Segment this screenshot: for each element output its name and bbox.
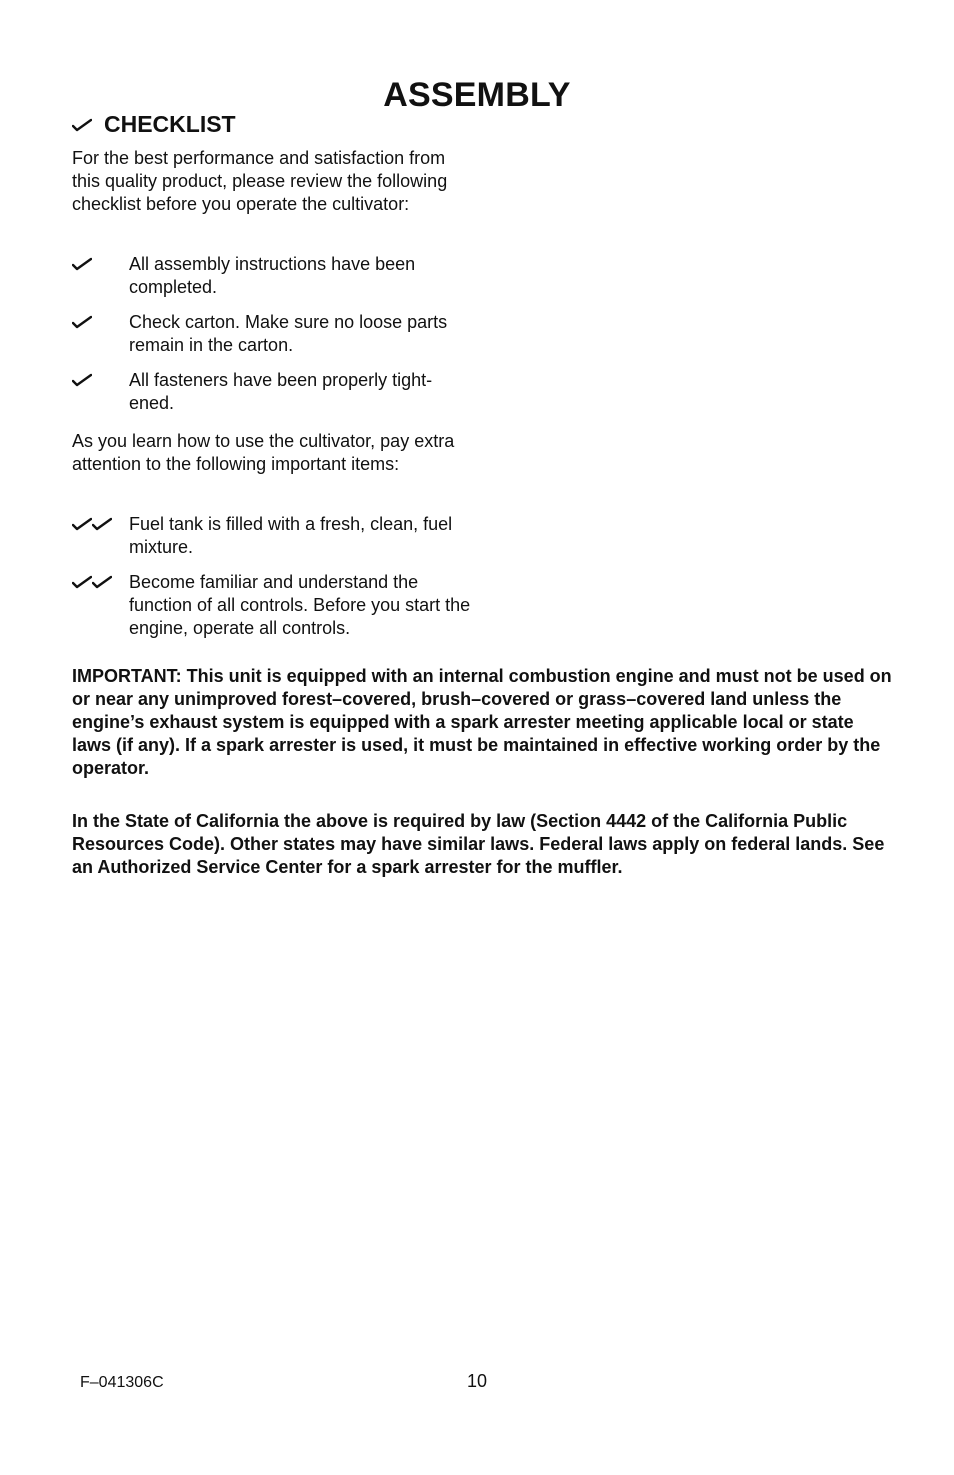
list-item	[72, 571, 472, 640]
document-code: F–041306C	[80, 1374, 164, 1391]
list-item-text: All assembly instructions have been completed.	[129, 254, 416, 297]
list-item-text: Check carton. Make sure no loose parts remain in the carton.	[129, 312, 448, 355]
check-mark-icon	[72, 373, 92, 387]
checklist-heading-label: CHECKLIST	[104, 111, 236, 137]
check-mark-icon	[92, 575, 112, 589]
list-item	[72, 513, 472, 559]
list-item-text: Fuel tank is filled with a fresh, clean, fuel mixture.	[129, 514, 453, 557]
list-item-text: Become familiar and understand the function of all controls. Before you start the engine, operate all controls.	[129, 572, 471, 638]
check-mark-icon	[72, 575, 92, 589]
check-mark-icon	[92, 517, 112, 531]
list-item	[72, 311, 472, 357]
checklist-heading	[72, 111, 236, 138]
checklist-items	[72, 253, 472, 427]
check-mark-icon	[72, 118, 92, 132]
learn-intro: As you learn how to use the cultivator, pay extra attention to the following important items:	[72, 431, 455, 474]
california-notice: In the State of California the above is required by law (Section 4442 of the California Public Resources Code). Other states may have similar laws. Federal laws apply on federal lands. See an Authorized Service Center for a spark arrester for the muffler.	[72, 811, 885, 877]
page-title: ASSEMBLY	[383, 76, 571, 114]
check-mark-icon	[72, 257, 92, 271]
check-mark-icon	[72, 315, 92, 329]
important-notice: IMPORTANT: This unit is equipped with an internal combustion engine and must not be used on or near any unimproved forest–covered, brush–covered or grass–covered land unless the engine’s exhaust system is equipped with a spark arrester meeting applicable local or state laws (if any). If a spark arrester is used, it must be maintained in effective working order by the operator.	[72, 666, 892, 778]
list-item-text: All fasteners have been properly tight- ened.	[129, 370, 433, 413]
list-item	[72, 253, 472, 299]
check-mark-icon	[72, 517, 92, 531]
page-number: 10	[466, 1371, 488, 1391]
list-item	[72, 369, 472, 415]
important-items	[72, 513, 472, 652]
checklist-intro: For the best performance and satisfaction from this quality product, please review the following checklist before you operate the cultivator:	[72, 148, 448, 214]
